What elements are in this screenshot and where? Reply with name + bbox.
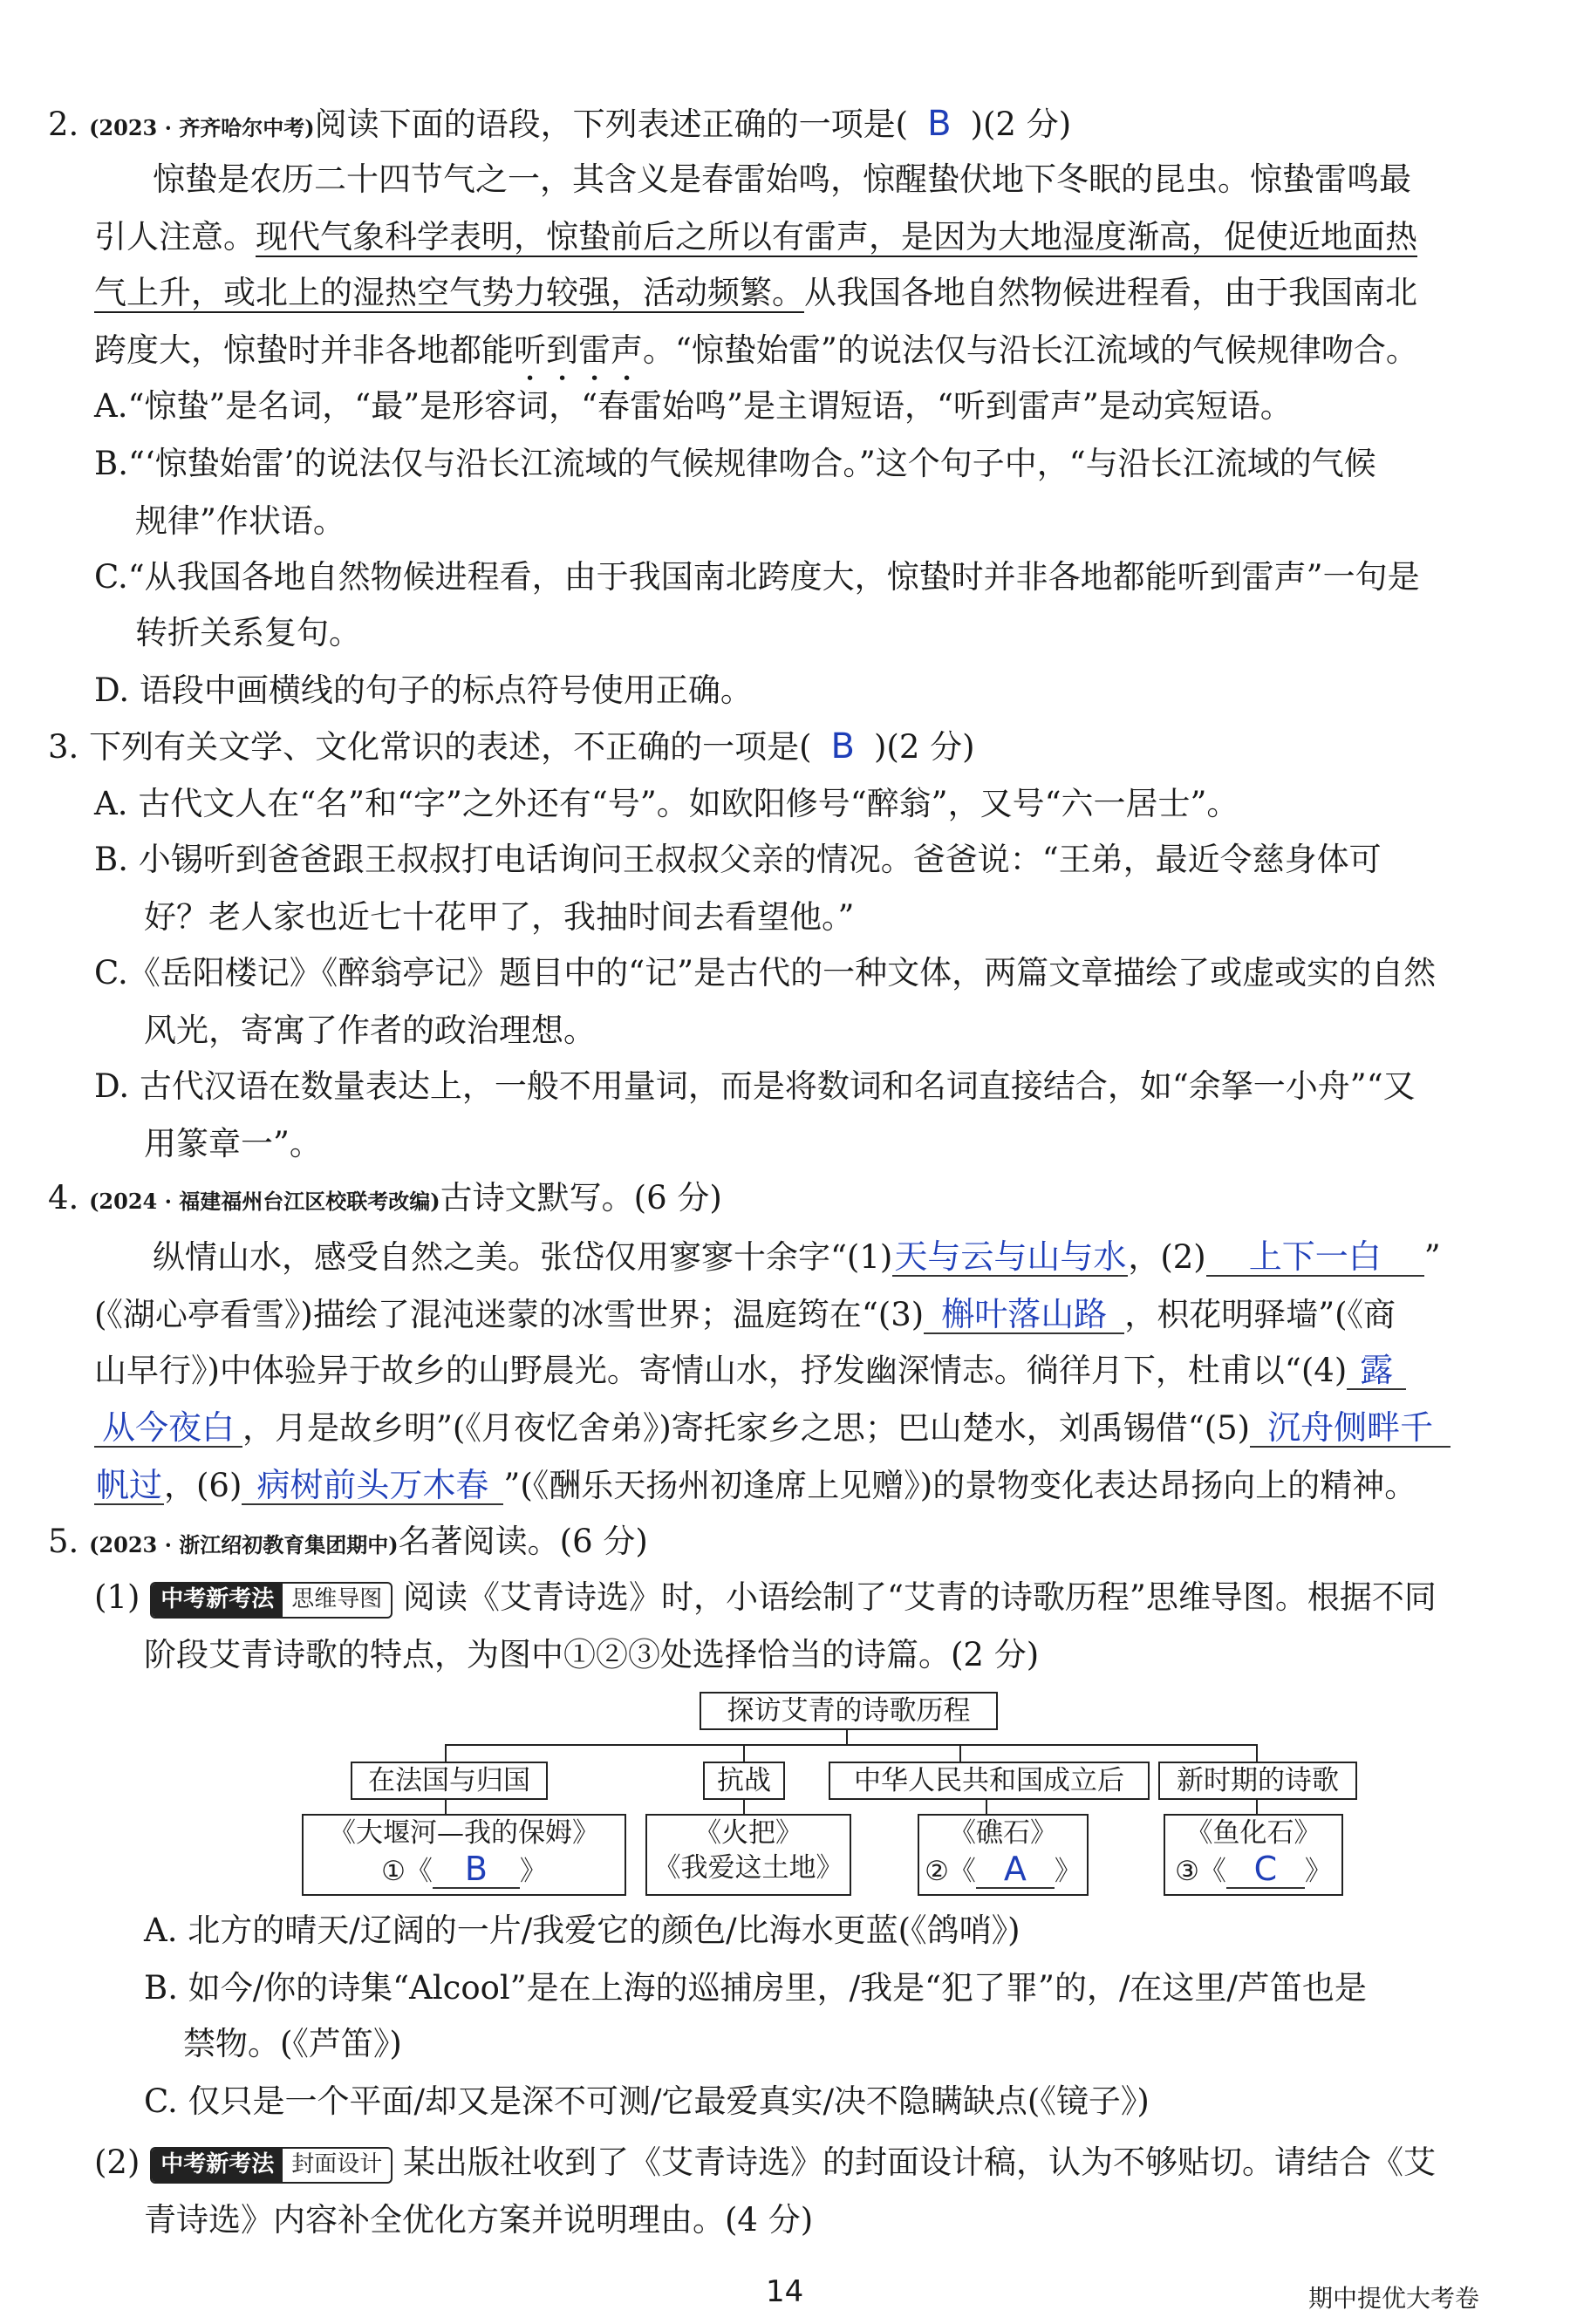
q4-blank-1: 天与云与山与水 (894, 1237, 1127, 1276)
map-blank-2: A (976, 1850, 1055, 1889)
map-leaf-2: 《火把》 《我爱这土地》 (645, 1814, 851, 1896)
q2-answer: B (927, 104, 952, 144)
q5-option-b: B. 如今/你的诗集“Alcool”是在上海的巡捕房里，/我是“犯了罪”的，/在这里/芦笛也是 (144, 1969, 1367, 2007)
q4-blank-6: 病树前头万木春 (242, 1467, 503, 1505)
q2-source: (2023 · 齐齐哈尔中考) (89, 115, 315, 140)
page-number: 14 (766, 2274, 804, 2309)
q5-option-b-cont: 禁物。(《芦笛》) (183, 2025, 402, 2062)
map-branch-new-era: 新时期的诗歌 (1158, 1762, 1357, 1800)
q3-option-a: A. 古代文人在“名”和“字”之外还有“号”。如欧阳修号“醉翁”，又号“六一居士”。 (94, 785, 1239, 822)
q4-stem: 4. (2024 · 福建福州台江区校联考改编)古诗文默写。(6 分) (48, 1179, 722, 1217)
q3-option-b-cont: 好？老人家也近七十花甲了，我抽时间去看望他。” (144, 898, 855, 936)
q5-option-a: A. 北方的晴天/辽阔的一片/我爱它的颜色/比海水更蓝(《鸽哨》) (144, 1912, 1020, 1949)
q2-option-a: A.“惊蛰”是名词，“最”是形容词，“春雷始鸣”是主谓短语，“听到雷声”是动宾短语。 (94, 387, 1293, 425)
q4-line2: (《湖心亭看雪》)描绘了混沌迷蒙的冰雪世界；温庭筠在“(3) 槲叶落山路 ，枳花明驿墙”(《商 (94, 1295, 1396, 1333)
q5-source: (2023 · 浙江绍初教育集团期中) (89, 1532, 399, 1557)
map-leaf-3: 《礁石》 ②《 A 》 (918, 1814, 1089, 1896)
map-leaf-4: 《鱼化石》 ③《 C 》 (1164, 1814, 1343, 1896)
q5-sub1-cont: 阶段艾青诗歌的特点，为图中①②③处选择恰当的诗篇。(2 分) (144, 1636, 1040, 1673)
q2-option-b-cont: 规律”作状语。 (135, 502, 345, 540)
q3-answer: B (830, 726, 855, 767)
map-root: 探访艾青的诗歌历程 (700, 1692, 998, 1730)
q4-blank-5b: 帆过 (95, 1466, 162, 1504)
map-branch-france: 在法国与归国 (351, 1762, 548, 1800)
q3-option-d-cont: 用篆章一”。 (144, 1125, 322, 1162)
q4-blank-4a: 露 (1347, 1352, 1406, 1390)
q2-passage-line4: 跨度大，惊蛰时并非各地都能听到雷声。“惊蛰始雷”的说法仅与沿长江流域的气候规律吻合。 (94, 331, 1418, 369)
q4-blank-5a: 沉舟侧畔千 (1250, 1409, 1451, 1448)
q5-option-c: C. 仅只是一个平面/却又是深不可测/它最爱真实/决不隐瞒缺点(《镜子》) (144, 2082, 1150, 2120)
q4-line4: 从今夜白 ，月是故乡明”(《月夜忆舍弟》)寄托家乡之思；巴山楚水，刘禹锡借“(5) 沉舟侧畔千 (94, 1407, 1451, 1449)
q3-option-b: B. 小锡听到爸爸跟王叔叔打电话询问王叔叔父亲的情况。爸爸说：“王弟，最近令慈身体可 (94, 841, 1382, 878)
q5-sub2-cont: 青诗选》内容补全优化方案并说明理由。(4 分) (144, 2201, 814, 2239)
q4-line1: 纵情山水，感受自然之美。张岱仅用寥寥十余字“(1)天与云与山与水，(2) 上下一白 ” (153, 1237, 1441, 1276)
tag-mindmap: 中考新考法 思维导图 (150, 1582, 392, 1619)
q2-option-b: B.“‘惊蛰始雷’的说法仅与沿长江流域的气候规律吻合。”这个句子中，“与沿长江流域的气候 (94, 445, 1376, 482)
q2-passage-line2: 引人注意。现代气象科学表明，惊蛰前后之所以有雷声，是因为大地湿度渐高，促使近地面热 (94, 218, 1417, 256)
q4-blank-3: 槲叶落山路 (924, 1296, 1124, 1334)
q2-option-d: D. 语段中画横线的句子的标点符号使用正确。 (94, 671, 753, 709)
q3-option-c: C.《岳阳楼记》《醉翁亭记》题目中的“记”是古代的一种文体，两篇文章描绘了或虚或实的自然 (94, 954, 1437, 992)
q2-passage-line1: 惊蛰是农历二十四节气之一，其含义是春雷始鸣，惊醒蛰伏地下冬眠的昆虫。惊蛰雷鸣最 (153, 160, 1411, 198)
map-blank-3: C (1226, 1850, 1305, 1889)
q2-stem: 2. (2023 · 齐齐哈尔中考)阅读下面的语段，下列表述正确的一项是( B )(2 分) (48, 104, 1072, 144)
q4-source: (2024 · 福建福州台江区校联考改编) (89, 1189, 440, 1214)
tag-cover-design: 中考新考法 封面设计 (150, 2147, 392, 2184)
q4-blank-4b: 从今夜白 (94, 1409, 242, 1448)
map-blank-1: B (433, 1850, 520, 1889)
map-branch-war: 抗战 (703, 1762, 785, 1800)
q5-sub2: (2) 中考新考法 封面设计 某出版社收到了《艾青诗选》的封面设计稿，认为不够贴切。请结合《艾 (94, 2142, 1436, 2184)
map-leaf-1: 《大堰河—我的保姆》 ①《 B 》 (302, 1814, 626, 1896)
q3-option-c-cont: 风光，寄寓了作者的政治理想。 (144, 1012, 596, 1049)
q2-passage-line3: 气上升，或北上的湿热空气势力较强，活动频繁。从我国各地自然物候进程看，由于我国南北 (94, 274, 1417, 311)
q4-line5: 帆过，(6) 病树前头万木春 ”(《酬乐天扬州初逢席上见赠》)的景物变化表达昂扬向上的精神。 (95, 1466, 1417, 1504)
q2-option-c-cont: 转折关系复句。 (135, 614, 361, 651)
map-branch-prc: 中华人民共和国成立后 (829, 1762, 1150, 1800)
q3-option-d: D. 古代汉语在数量表达上，一般不用量词，而是将数词和名词直接结合，如“余拏一小舟”“又 (94, 1067, 1416, 1105)
footer-title: 期中提优大考卷 (1308, 2284, 1480, 2313)
q4-line3: 山早行》)中体验异于故乡的山野晨光。寄情山水，抒发幽深情志。徜徉月下，杜甫以“(4) 露 (94, 1350, 1406, 1392)
q2-option-c: C.“从我国各地自然物候进程看，由于我国南北跨度大，惊蛰时并非各地都能听到雷声”一句是 (94, 558, 1420, 596)
q5-stem: 5. (2023 · 浙江绍初教育集团期中)名著阅读。(6 分) (48, 1523, 648, 1560)
q3-stem: 3. 下列有关文学、文化常识的表述，不正确的一项是( B )(2 分) (48, 726, 975, 767)
q4-blank-2: 上下一白 (1206, 1238, 1424, 1277)
q5-sub1: (1) 中考新考法 思维导图 阅读《艾青诗选》时，小语绘制了“艾青的诗歌历程”思维导图。根据不同 (94, 1577, 1437, 1619)
